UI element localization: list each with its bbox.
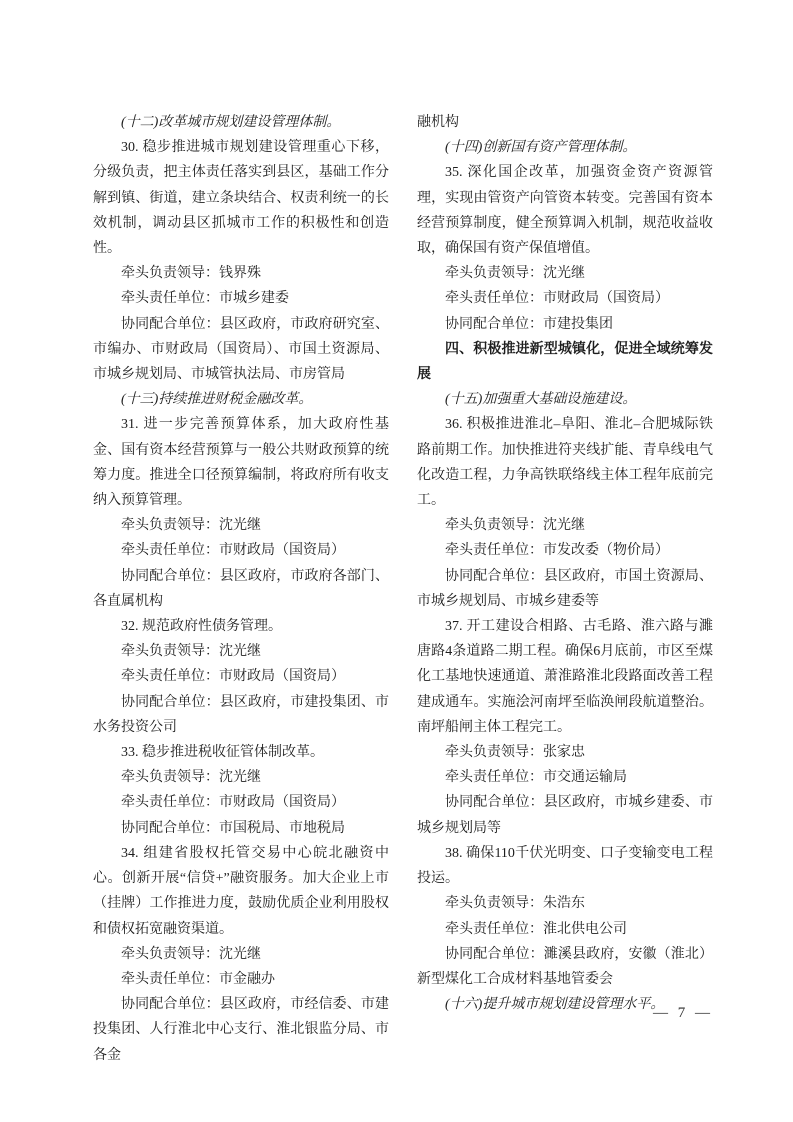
paragraph: 牵头责任单位：市财政局（国资局） xyxy=(121,543,345,559)
paragraph: 37. 开工建设合相路、古毛路、淮六路与濉唐路4条道路二期工程。确保6月底前，市区至煤化工基地快速通道、萧淮路淮北段路面改善工程建成通车。实施浍河南坪至临涣闸段航道整治。南坪船闸主体工程完工。 xyxy=(417,619,713,735)
paragraph: 协同配合单位：县区政府，市经信委、市建投集团、人行淮北中心支行、淮北银监分局、市各金 xyxy=(93,997,389,1063)
paragraph: 35. 深化国企改革，加强资金资产资源管理，实现由管资产向管资本转变。完善国有资本经营预算制度，健全预算调入机制，规范收益收取，确保国有资产保值增值。 xyxy=(417,165,713,257)
paragraph: 牵头责任单位：市交通运输局 xyxy=(445,770,627,786)
paragraph: 牵头责任单位：市发改委（物价局） xyxy=(445,543,669,559)
paragraph: 牵头负责领导：沈光继 xyxy=(121,946,261,962)
paragraph: 32. 规范政府性债务管理。 xyxy=(121,619,282,635)
paragraph: 牵头负责领导：沈光继 xyxy=(121,770,261,786)
paragraph: 牵头负责领导：钱界殊 xyxy=(121,266,261,282)
paragraph: 牵头负责领导：沈光继 xyxy=(121,518,261,534)
paragraph: 牵头责任单位：市财政局（国资局） xyxy=(121,669,345,685)
page-content xyxy=(93,110,713,1068)
paragraph: 34. 组建省股权托管交易中心皖北融资中心。创新开展“信贷+”融资服务。加大企业上市（挂牌）工作推进力度，鼓励优质企业利用股权和债权拓宽融资渠道。 xyxy=(93,845,389,937)
paragraph: (十三)持续推进财税金融改革。 xyxy=(121,392,313,408)
paragraph: 36. 积极推进淮北–阜阳、淮北–合肥城际铁路前期工作。加快推进符夹线扩能、青阜线电气化改造工程，力争高铁联络线主体工程年底前完工。 xyxy=(417,417,713,509)
paragraph: 牵头负责领导：沈光继 xyxy=(445,266,585,282)
paragraph: (十六)提升城市规划建设管理水平。 xyxy=(445,997,665,1013)
paragraph: 协同配合单位：县区政府，市政府各部门、各直属机构 xyxy=(93,568,389,609)
page-number: — 7 — xyxy=(653,1005,713,1021)
paragraph: (十四)创新国有资产管理体制。 xyxy=(445,140,637,156)
paragraph: 协同配合单位：县区政府，市建投集团、市水务投资公司 xyxy=(93,694,389,735)
paragraph: 牵头责任单位：市财政局（国资局） xyxy=(445,291,669,307)
paragraph: 协同配合单位：县区政府，市政府研究室、市编办、市财政局（国资局）、市国土资源局、市城乡规划局、市城管执法局、市房管局 xyxy=(93,316,389,383)
paragraph: (十二)改革城市规划建设管理体制。 xyxy=(121,115,341,130)
paragraph: 30. 稳步推进城市规划建设管理重心下移，分级负责，把主体责任落实到县区，基础工作分解到镇、街道，建立条块结合、权责利统一的长效机制，调动县区抓城市工作的积极性和创造性。 xyxy=(93,140,389,257)
paragraph: (十五)加强重大基础设施建设。 xyxy=(445,392,637,408)
paragraph: 牵头责任单位：市金融办 xyxy=(121,971,275,987)
paragraph: 四、积极推进新型城镇化，促进全域统筹发展 xyxy=(417,341,713,383)
paragraph: 牵头责任单位：市财政局（国资局） xyxy=(121,795,345,811)
right-column xyxy=(417,110,713,1068)
paragraph: 牵头责任单位：淮北供电公司 xyxy=(445,921,627,937)
paragraph: 协同配合单位：县区政府，市城乡建委、市城乡规划局等 xyxy=(417,795,713,836)
paragraph: 协同配合单位：濉溪县政府，安徽（淮北）新型煤化工合成材料基地管委会 xyxy=(417,946,713,987)
paragraph: 33. 稳步推进税收征管体制改革。 xyxy=(121,745,324,761)
paragraph: 牵头负责领导：朱浩东 xyxy=(445,896,585,912)
paragraph: 牵头负责领导：张家忠 xyxy=(445,745,585,761)
paragraph: 融机构 xyxy=(417,115,459,130)
paragraph: 牵头责任单位：市城乡建委 xyxy=(121,291,289,307)
paragraph: 牵头负责领导：沈光继 xyxy=(445,518,585,534)
paragraph: 协同配合单位：市建投集团 xyxy=(445,316,613,332)
paragraph: 牵头负责领导：沈光继 xyxy=(121,644,261,660)
paragraph: 协同配合单位：县区政府，市国土资源局、市城乡规划局、市城乡建委等 xyxy=(417,568,713,609)
paragraph: 38. 确保110千伏光明变、口子变输变电工程投运。 xyxy=(417,845,713,887)
paragraph: 协同配合单位：市国税局、市地税局 xyxy=(121,820,345,836)
paragraph: 31. 进一步完善预算体系，加大政府性基金、国有资本经营预算与一般公共财政预算的统筹力度。推进全口径预算编制，将政府所有收支纳入预算管理。 xyxy=(93,417,389,509)
left-column xyxy=(93,110,389,1068)
